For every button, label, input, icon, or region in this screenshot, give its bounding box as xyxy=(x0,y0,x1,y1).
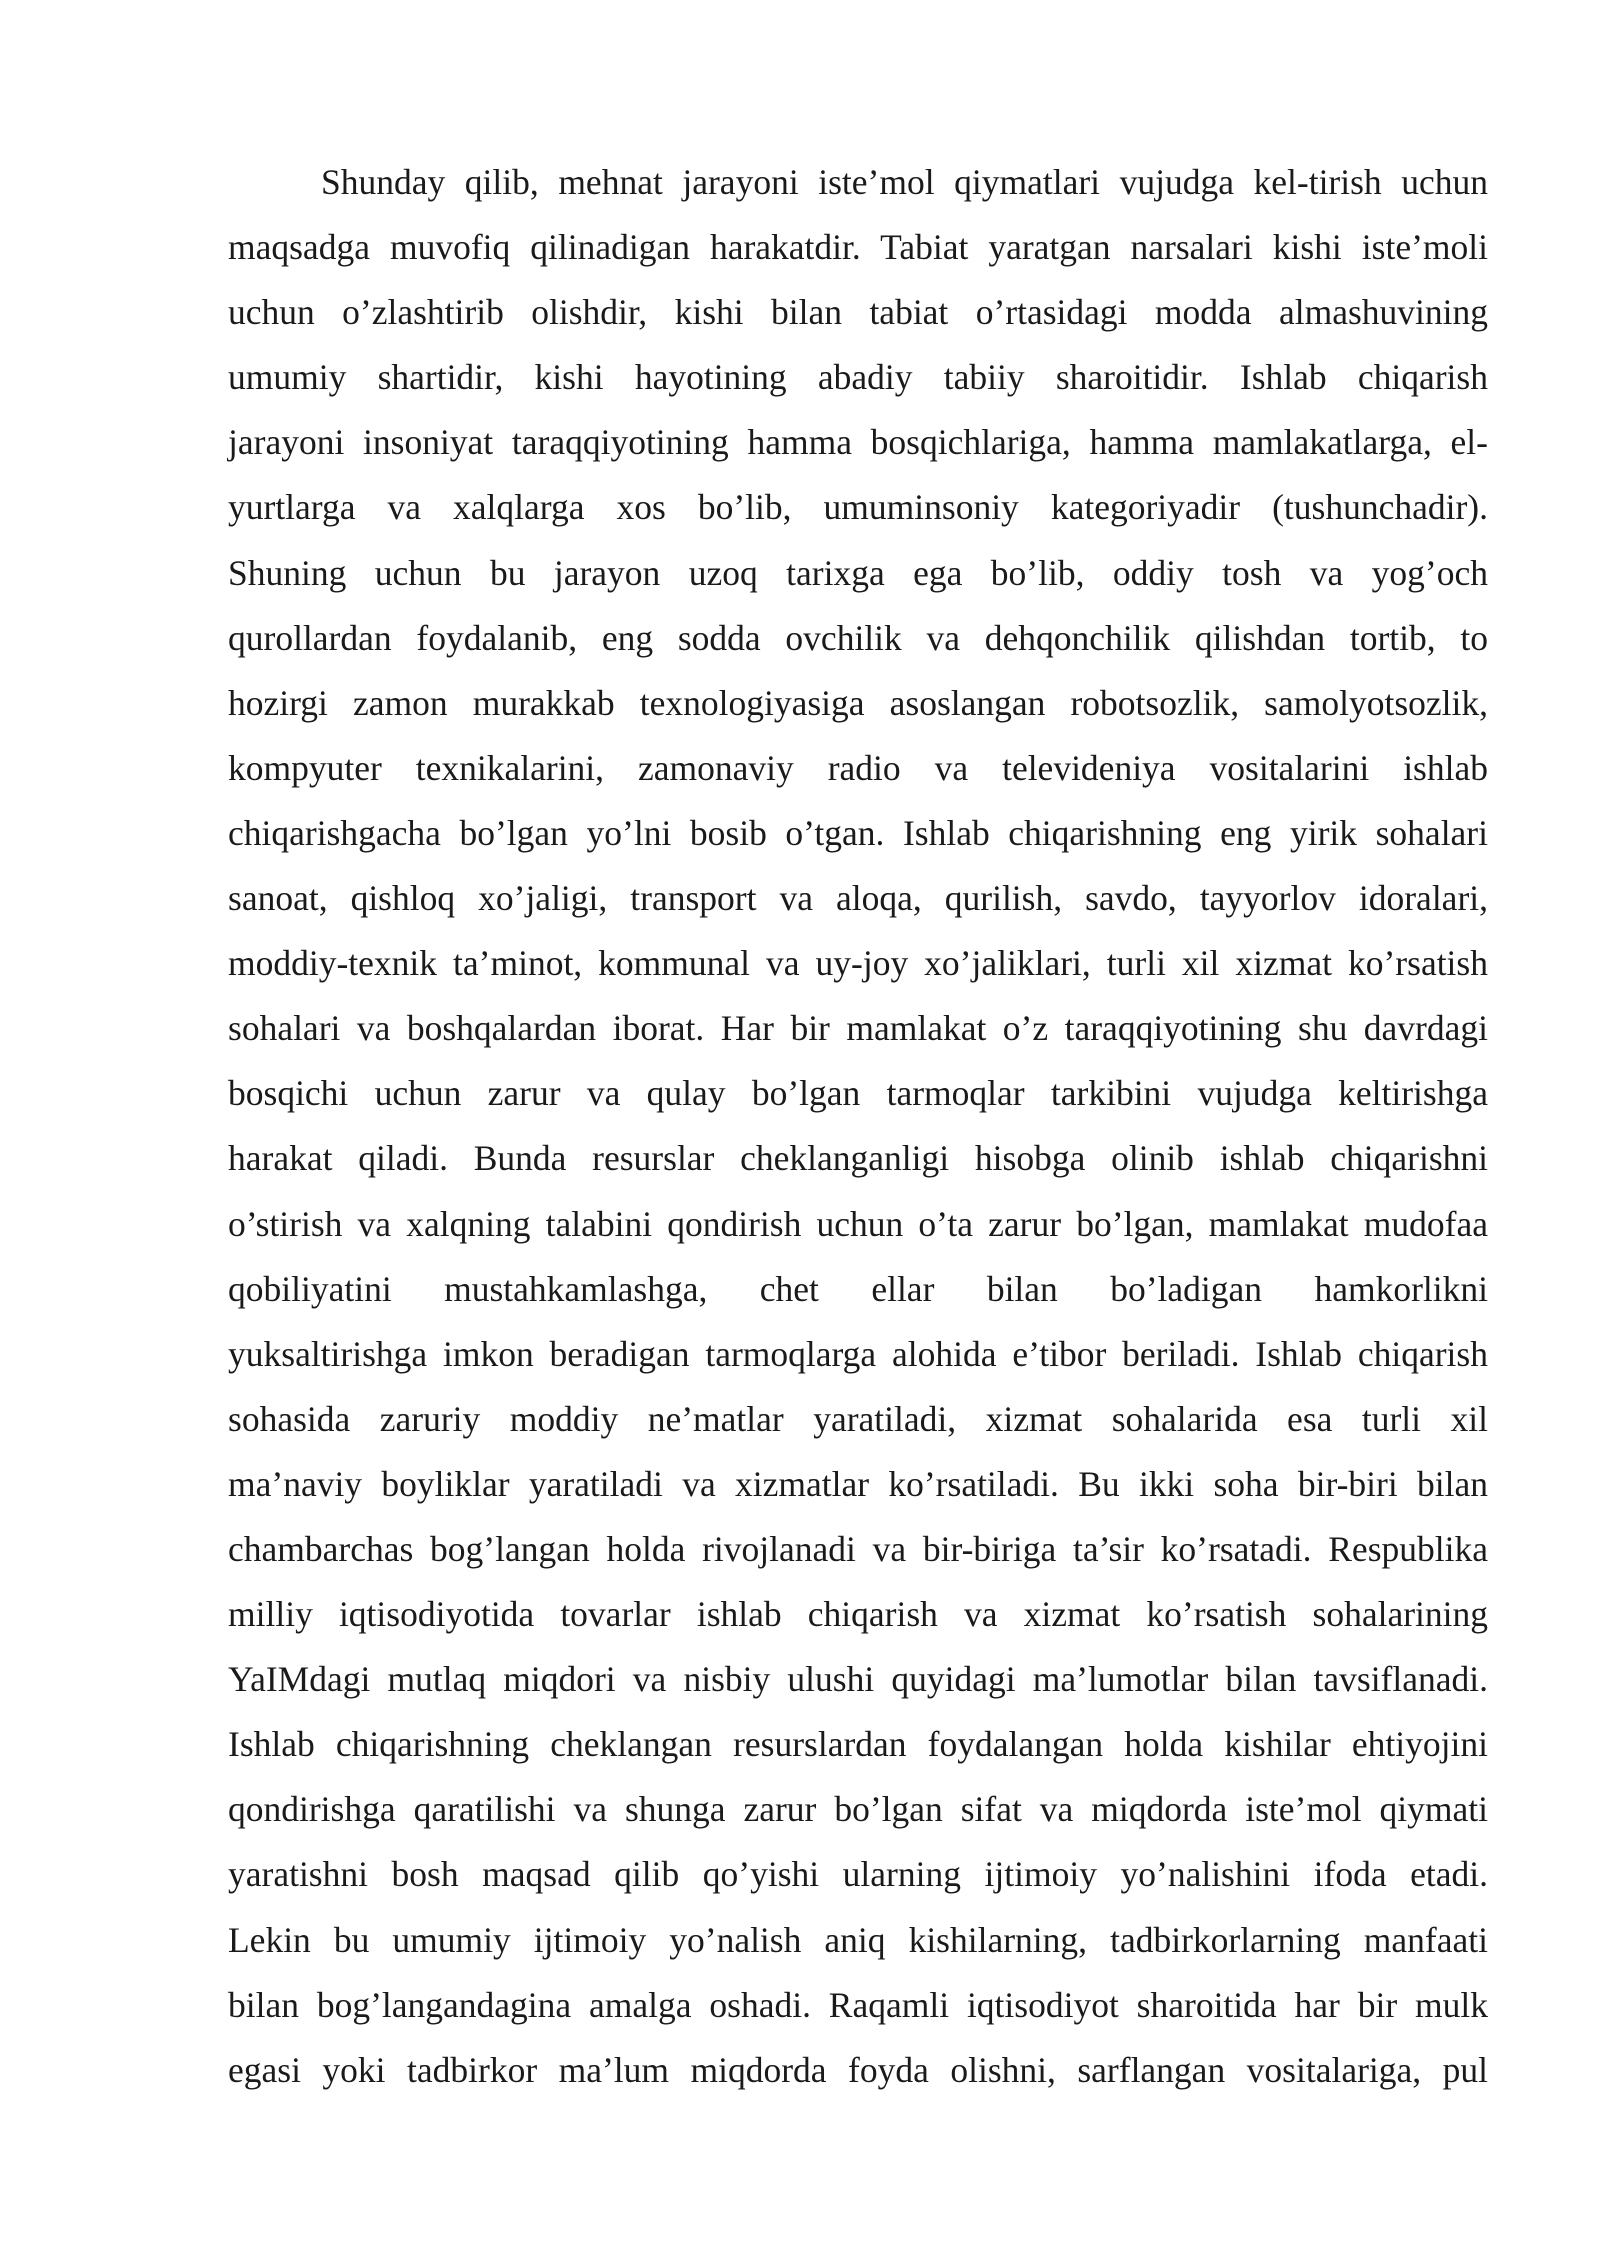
text-line: chiqarishgacha bo’lgan yo’lni bosib o’tgan. Ishlab chiqarishning eng yirik sohalari xyxy=(228,812,1488,853)
text-line: YaIMdagi mutlaq miqdori va nisbiy ulushi quyidagi ma’lumotlar bilan tavsiflanadi. xyxy=(228,1659,1488,1700)
text-line: bosqichi uchun zarur va qulay bo’lgan tarmoqlar tarkibini vujudga keltirishga xyxy=(228,1073,1488,1114)
text-line: qobiliyatini mustahkamlashga, chet ellar bilan bo’ladigan hamkorlikni xyxy=(228,1268,1488,1309)
body-paragraph xyxy=(228,150,1488,2103)
text-line: umumiy shartidir, kishi hayotining abadiy tabiiy sharoitidir. Ishlab chiqarish xyxy=(228,357,1488,398)
text-line: yuksaltirishga imkon beradigan tarmoqlarga alohida e’tibor beriladi. Ishlab chiqarish xyxy=(228,1333,1488,1374)
text-line: chambarchas bog’langan holda rivojlanadi va bir-biriga ta’sir ko’rsatadi. Respublika xyxy=(228,1528,1488,1569)
text-line: jarayoni insoniyat taraqqiyotining hamma bosqichlariga, hamma mamlakatlarga, el- xyxy=(228,422,1488,463)
text-line: sohasida zaruriy moddiy ne’matlar yaratiladi, xizmat sohalarida esa turli xil xyxy=(228,1398,1488,1439)
text-line: harakat qiladi. Bunda resurslar cheklanganligi hisobga olinib ishlab chiqarishni xyxy=(228,1138,1488,1179)
text-line: egasi yoki tadbirkor ma’lum miqdorda foyda olishni, sarflangan vositalariga, pul xyxy=(228,2049,1488,2090)
text-line: bilan bog’langandagina amalga oshadi. Raqamli iqtisodiyot sharoitida har bir mulk xyxy=(228,1984,1488,2025)
text-line: yaratishni bosh maqsad qilib qo’yishi ularning ijtimoiy yo’nalishini ifoda etadi. xyxy=(228,1854,1488,1895)
text-line: hozirgi zamon murakkab texnologiyasiga asoslangan robotsozlik, samolyotsozlik, xyxy=(228,682,1488,723)
text-line: milliy iqtisodiyotida tovarlar ishlab chiqarish va xizmat ko’rsatish sohalarining xyxy=(228,1594,1488,1635)
text-line: Shuning uchun bu jarayon uzoq tarixga ega bo’lib, oddiy tosh va yog’och xyxy=(228,552,1488,593)
text-line: ma’naviy boyliklar yaratiladi va xizmatlar ko’rsatiladi. Bu ikki soha bir-biri bilan xyxy=(228,1463,1488,1504)
text-line: o’stirish va xalqning talabini qondirish uchun o’ta zarur bo’lgan, mamlakat mudofaa xyxy=(228,1203,1488,1244)
text-line: sohalari va boshqalardan iborat. Har bir mamlakat o’z taraqqiyotining shu davrdagi xyxy=(228,1008,1488,1049)
text-line: qondirishga qaratilishi va shunga zarur bo’lgan sifat va miqdorda iste’mol qiymati xyxy=(228,1789,1488,1830)
text-line: qurollardan foydalanib, eng sodda ovchilik va dehqonchilik qilishdan tortib, to xyxy=(228,617,1488,658)
text-line: Ishlab chiqarishning cheklangan resurslardan foydalangan holda kishilar ehtiyojini xyxy=(228,1724,1488,1765)
text-line: Shunday qilib, mehnat jarayoni iste’mol qiymatlari vujudga kel-tirish uchun xyxy=(321,162,1488,202)
text-line: uchun o’zlashtirib olishdir, kishi bilan tabiat o’rtasidagi modda almashuvining xyxy=(228,292,1488,333)
text-line: kompyuter texnikalarini, zamonaviy radio va televideniya vositalarini ishlab xyxy=(228,747,1488,788)
text-line: sanoat, qishloq xo’jaligi, transport va aloqa, qurilish, savdo, tayyorlov idoralari, xyxy=(228,878,1488,919)
text-line: Lekin bu umumiy ijtimoiy yo’nalish aniq kishilarning, tadbirkorlarning manfaati xyxy=(228,1919,1488,1960)
text-line: yurtlarga va xalqlarga xos bo’lib, umuminsoniy kategoriyadir (tushunchadir). xyxy=(228,487,1488,528)
text-line: moddiy-texnik ta’minot, kommunal va uy-joy xo’jaliklari, turli xil xizmat ko’rsatish xyxy=(228,943,1488,984)
text-line: maqsadga muvofiq qilinadigan harakatdir. Tabiat yaratgan narsalari kishi iste’moli xyxy=(228,227,1488,268)
